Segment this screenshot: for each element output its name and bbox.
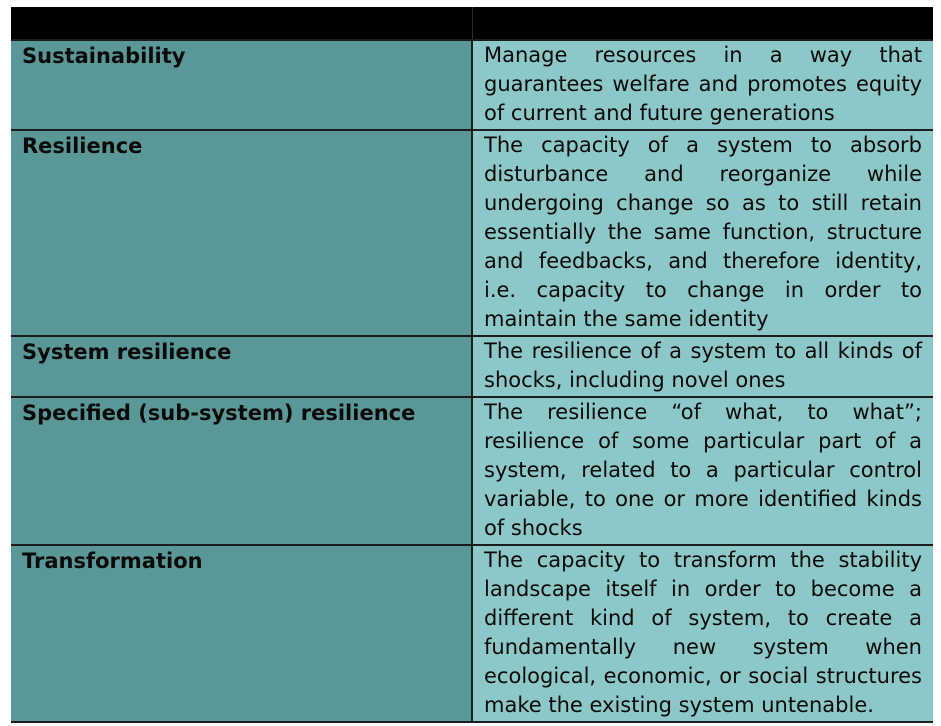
term-cell: Transformation	[11, 545, 472, 722]
definition-cell: The capacity to transform the stability landscape itself in order to become a different kind of system, to create a fundamentally new system when ecological, economic, or social structures make the existing system untenable.	[472, 545, 933, 722]
term-cell: Resilience	[11, 130, 472, 336]
definitions-table	[11, 7, 933, 723]
table-header	[11, 7, 933, 40]
table-row	[11, 40, 933, 130]
header-cell-term	[11, 7, 472, 40]
table-row	[11, 545, 933, 722]
table-row	[11, 397, 933, 545]
header-cell-definition	[472, 7, 933, 40]
header-row	[11, 7, 933, 40]
table-row	[11, 130, 933, 336]
definition-cell: The resilience “of what, to what”; resilience of some particular part of a system, related to a particular control variable, to one or more identified kinds of shocks	[472, 397, 933, 545]
definition-cell: Manage resources in a way that guarantees welfare and promotes equity of current and future generations	[472, 40, 933, 130]
definition-cell: The resilience of a system to all kinds of shocks, including novel ones	[472, 336, 933, 397]
definitions-table-container	[11, 7, 933, 723]
table-body	[11, 40, 933, 722]
table-row	[11, 336, 933, 397]
definition-cell: The capacity of a system to absorb disturbance and reorganize while undergoing change so as to still retain essentially the same function, structure and feedbacks, and therefore identity, i.e. capacity to change in order to maintain the same identity	[472, 130, 933, 336]
term-cell: Sustainability	[11, 40, 472, 130]
term-cell: System resilience	[11, 336, 472, 397]
term-cell: Specified (sub-system) resilience	[11, 397, 472, 545]
